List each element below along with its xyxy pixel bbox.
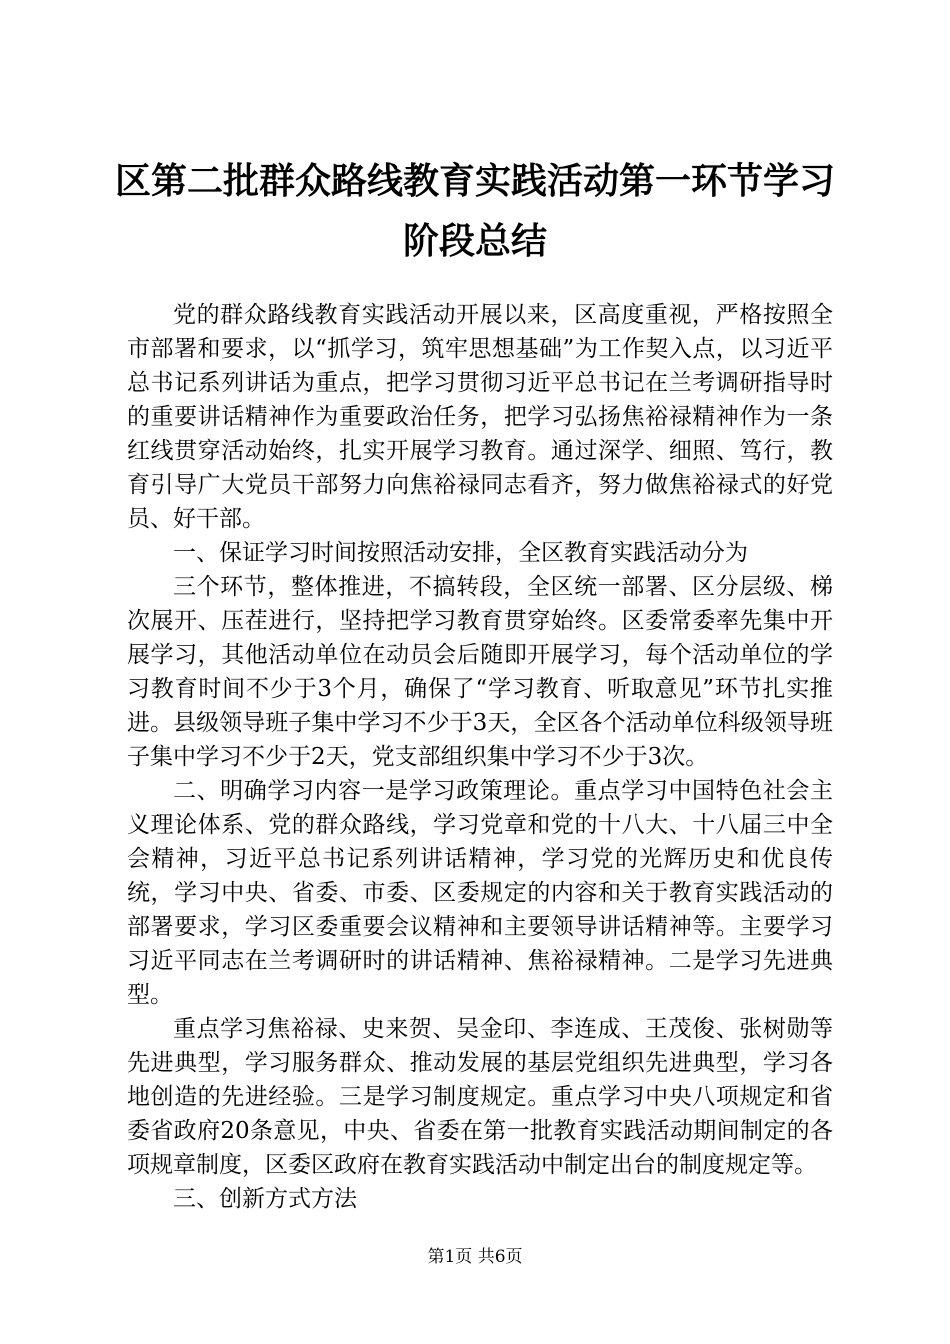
paragraph-section-1-heading: 一、保证学习时间按照活动安排，全区教育实践活动分为 — [173, 540, 748, 566]
document-title-line-1: 区第二批群众路线教育实践活动第一环节学习 — [114, 161, 835, 202]
paragraph-section-2-continued: 重点学习焦裕禄、史来贺、吴金印、李连成、王茂俊、张树勋等先进典型，学习服务群众、推动发展的基层党组织先进典型，学习各地创造的先进经验。三是学习制度规定。重点学习中央八项规定和省委省政府20条意见，中央、省委在第一批教育实践活动期间制定的各项规章制度，区委区政府在教育实践活动中制定出台的制度规定等。 — [127, 1016, 833, 1178]
page-number-footer: 第1页 共6页 — [427, 1247, 523, 1267]
paragraph-section-1-body: 三个环节，整体推进，不搞转段，全区统一部署、区分层级、梯次展开、压茬进行，坚持把学习教育贯穿始终。区委常委率先集中开展学习，其他活动单位在动员会后随即开展学习，每个活动单位的学习教育时间不少于3个月，确保了“学习教育、听取意见”环节扎实推进。县级领导班子集中学习不少于3天，全区各个活动单位科级领导班子集中学习不少于2天，党支部组织集中学习不少于3次。 — [127, 574, 833, 770]
paragraph-intro: 党的群众路线教育实践活动开展以来，区高度重视，严格按照全市部署和要求，以“抓学习，筑牢思想基础”为工作契入点，以习近平总书记系列讲话为重点，把学习贯彻习近平总书记在兰考调研指导时的重要讲话精神作为重要政治任务，把学习弘扬焦裕禄精神作为一条红线贯穿活动始终，扎实开展学习教育。通过深学、细照、笃行，教育引导广大党员干部努力向焦裕禄同志看齐，努力做焦裕禄式的好党员、好干部。 — [127, 302, 833, 532]
document-title-line-2: 阶段总结 — [402, 221, 547, 262]
paragraph-section-3-heading: 三、创新方式方法 — [173, 1186, 357, 1212]
document-body — [127, 298, 833, 1216]
paragraph-section-2: 二、明确学习内容一是学习政策理论。重点学习中国特色社会主义理论体系、党的群众路线，学习党章和党的十八大、十八届三中全会精神，习近平总书记系列讲话精神，学习党的光辉历史和优良传统，学习中央、省委、市委、区委规定的内容和关于教育实践活动的部署要求，学习区委重要会议精神和主要领导讲话精神等。主要学习习近平同志在兰考调研时的讲话精神、焦裕禄精神。二是学习先进典型。 — [127, 778, 833, 1008]
